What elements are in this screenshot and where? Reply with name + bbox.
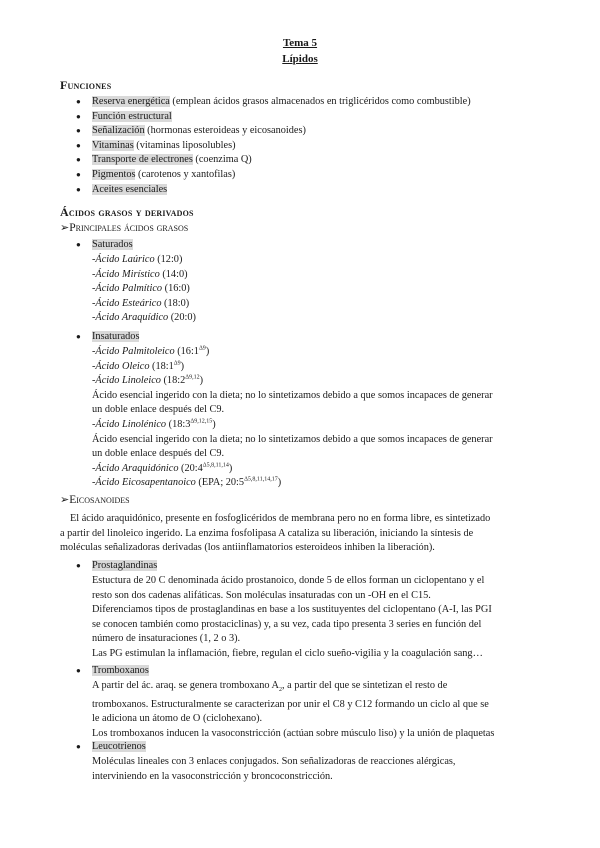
list-item	[76, 110, 546, 125]
highlight-term: Vitaminas	[92, 139, 134, 151]
doc-title-tema: Tema 5	[282, 37, 318, 49]
item-text: (carotenos y xantofilas)	[135, 168, 236, 180]
acid-line: -Ácido Mirístico (14:0)	[92, 268, 188, 280]
para-line: a partir del linoleico ingerido. La enzima fosfolipasa A cataliza su liberación, iniciando la síntesis de	[60, 527, 474, 539]
acid-line: -Ácido Laúrico (12:0)	[92, 254, 183, 265]
acid-line: -Ácido Oleico $(18:1^{\Delta 9})$	[92, 360, 185, 372]
highlight-term: Insaturados	[92, 331, 140, 342]
note-line: un doble enlace después del C9.	[92, 404, 225, 416]
note-line: un doble enlace después del C9.	[92, 448, 225, 460]
tromboxanos-text: A partir del ác. araq. se genera tromboxano $A_2$, a partir del que se sintetizan el resto de tromboxanos. Estructuralmente se caracterizan por unir el C8 y C12 formando un ciclo al que se le adiciona un átomo de O (ciclohexano). Los tromboxanos inducen la vasoconstricción (actúan sobre músculo liso) y la unión de plaquetas	[92, 680, 495, 739]
subheading-principales	[60, 221, 188, 236]
prostaglandinas-text: Estuctura de 20 C denominada ácido prostanoico, donde 5 de ellos forman un ciclopentano y el resto son dos cadenas alifáticas. Son moléculas insaturadas con un -OH en el C15. Diferenciamos tipos de prostaglandinas en base a los sustituyentes del ciclopentano (A-I, las PGI se conocen también como prostaciclinas) y, a su vez, cada tipo presenta 3 series en función del número de insaturaciones (1, 2 o 3). Las PG estimulan la inflamación, fiebre, regulan el ciclo sueño-vigilia y la coagulación sang…	[92, 575, 492, 659]
highlight-term: Reserva energética	[92, 96, 170, 107]
para-line: El ácido araquidónico, presente en fosfoglicéridos de membrana pero no en forma libre, es sintetizado	[70, 513, 491, 524]
acid-line: -Ácido Araquidónico $(20:4^{\Delta 5,8,11,14})$	[92, 462, 233, 474]
highlight-term: Prostaglandinas	[92, 560, 158, 571]
list-item	[76, 139, 546, 154]
leucotrienos-bullet	[76, 740, 546, 755]
list-item	[76, 153, 546, 168]
note-line: Ácido esencial ingerido con la dieta; no lo sintetizamos debido a que somos incapaces de generar	[92, 389, 493, 401]
list-item	[76, 238, 546, 253]
insaturados-bullet	[76, 330, 546, 345]
para-line: moléculas señalizadoras derivadas (los antiinflamatorios esteroideos inhiben la liberación).	[60, 542, 435, 554]
highlight-term: Leucotrienos	[92, 741, 146, 752]
saturados-list	[92, 253, 562, 326]
funciones-list	[76, 95, 546, 197]
highlight-term: Pigmentos	[92, 168, 136, 180]
list-item	[76, 330, 546, 345]
subheading-text: Principales ácidos grasos	[69, 222, 189, 234]
acid-line: -Ácido Araquídico (20:0)	[92, 312, 196, 324]
item-text: (emplean ácidos grasos almacenados en triglicéridos como combustible)	[169, 96, 471, 107]
acid-line: -Ácido Palmítico (16:0)	[92, 283, 190, 295]
highlight-term: Saturados	[92, 239, 133, 250]
arrow-bullet-icon: ➢	[60, 494, 70, 506]
list-item	[76, 124, 546, 139]
tromboxanos-bullet	[76, 664, 546, 679]
acid-line: -Ácido Esteárico (18:0)	[92, 297, 190, 309]
list-item	[76, 559, 546, 574]
heading-funciones: Funciones	[60, 78, 112, 92]
acid-line: -Ácido Linolénico $(18:3^{\Delta 9,12,15})$	[92, 418, 216, 430]
prostaglandinas-bullet	[76, 559, 546, 574]
saturados-bullet	[76, 238, 546, 253]
subheading-text: Eicosanoides	[69, 494, 130, 506]
list-item	[76, 740, 546, 755]
acid-line: -Ácido Eicosapentanoico (EPA; $20:5^{\Delta 5,8,11,14,17}$)	[92, 476, 282, 489]
insaturados-list	[92, 345, 552, 491]
acid-line: -Ácido Linoleico $(18:2^{\Delta 9,12})$	[92, 374, 204, 387]
eicosanoides-intro	[60, 512, 540, 556]
doc-title-lipidos: Lípidos	[282, 53, 318, 65]
item-text: (hormonas esteroideas y eicosanoides)	[144, 125, 306, 137]
heading-acidos-grasos: Ácidos grasos y derivados	[60, 205, 194, 219]
leucotrienos-text: Moléculas lineales con 3 enlaces conjugados. Son señalizadoras de reacciones alérgicas, interviniendo en la vasoconstricción y broncoconstricción.	[92, 756, 456, 782]
highlight-term: Señalización	[92, 125, 145, 137]
list-item	[76, 168, 546, 183]
list-item	[76, 183, 546, 198]
item-text: (coenzima Q)	[192, 154, 252, 166]
highlight-term: Tromboxanos	[92, 665, 149, 676]
list-item	[76, 664, 546, 679]
highlight-term: Función estructural	[92, 110, 172, 122]
item-text: (vitaminas liposolubles)	[133, 139, 236, 151]
acid-line: -Ácido Palmitoleico $(16:1^{\Delta 9})$	[92, 345, 210, 357]
highlight-term: Aceites esenciales	[92, 183, 168, 195]
subheading-eicosanoides	[60, 493, 130, 508]
list-item	[76, 95, 546, 110]
arrow-bullet-icon: ➢	[60, 222, 70, 234]
note-line: Ácido esencial ingerido con la dieta; no lo sintetizamos debido a que somos incapaces de generar	[92, 433, 493, 445]
highlight-term: Transporte de electrones	[92, 154, 193, 166]
